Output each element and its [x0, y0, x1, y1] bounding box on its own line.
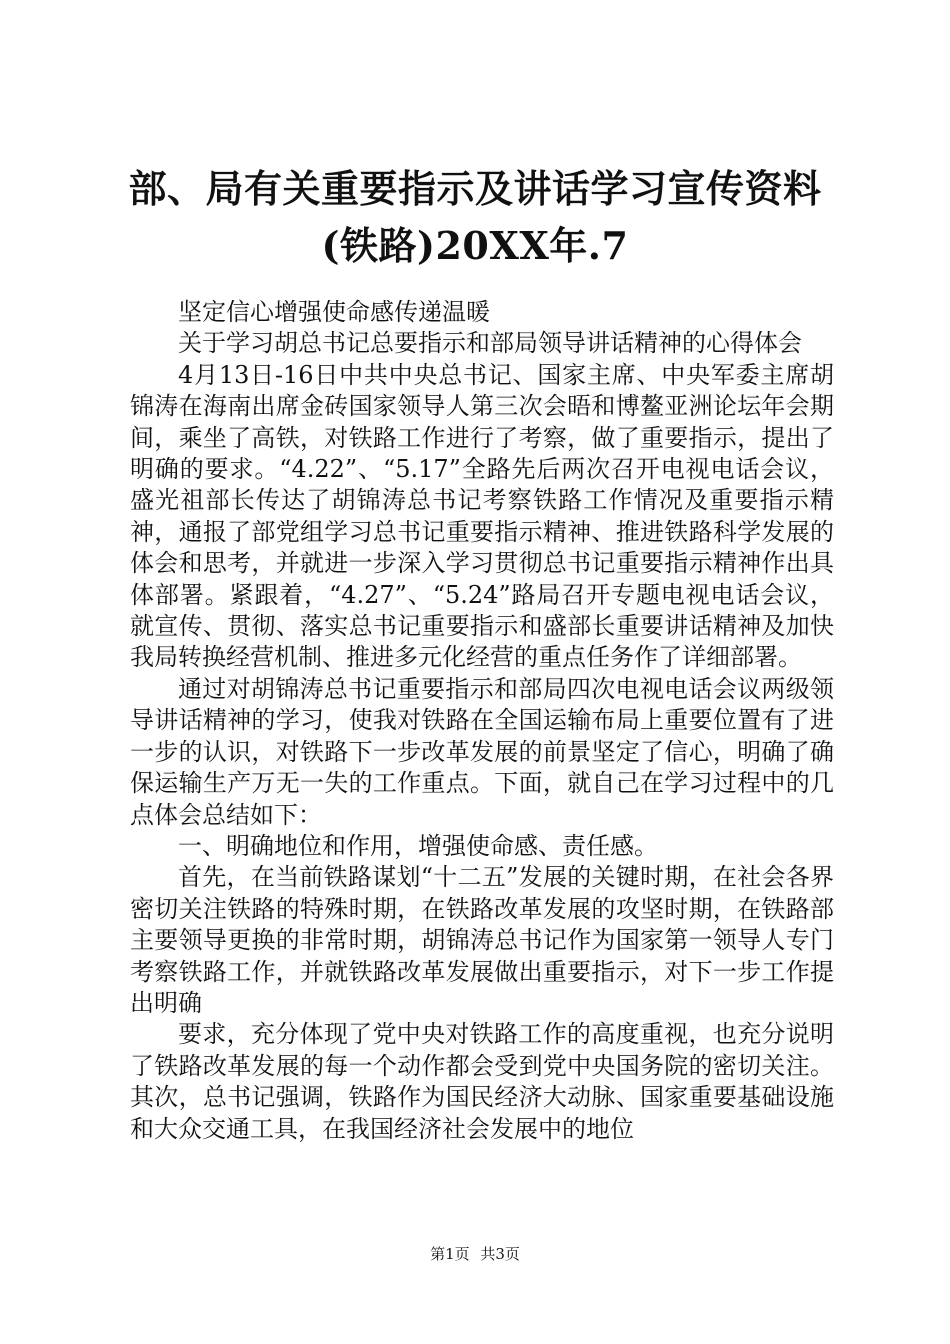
document-body: [130, 297, 834, 1145]
paragraph-subtitle: 坚定信心增强使命感传递温暖: [178, 298, 490, 326]
paragraph: 4月13日-16日中共中央总书记、国家主席、中央军委主席胡锦涛在海南出席金砖国家领导人第三次会晤和博鳌亚洲论坛年会期间，乘坐了高铁，对铁路工作进行了考察，做了重要指示，提出了明确的要求。“4.22”、“5.17”全路先后两次召开电视电话会议，盛光祖部长传达了胡锦涛总书记考察铁路工作情况及重要指示精神，通报了部党组学习总书记重要指示精神、推进铁路科学发展的体会和思考，并就进一步深入学习贯彻总书记重要指示精神作出具体部署。紧跟着，“4.27”、“5.24”路局召开专题电视电话会议，就宣传、贯彻、落实总书记重要指示和盛部长重要讲话精神及加快我局转换经营机制、推进多元化经营的重点任务作了详细部署。: [130, 360, 834, 672]
document-title: 部、局有关重要指示及讲话学习宣传资料(铁路)20XX年.7: [128, 166, 822, 268]
page-total: 共3页: [480, 1245, 520, 1263]
paragraph: 通过对胡锦涛总书记重要指示和部局四次电视电话会议两级领导讲话精神的学习，使我对铁路在全国运输布局上重要位置有了进一步的认识，对铁路下一步改革发展的前景坚定了信心，明确了确保运输生产万无一失的工作重点。下面，就自己在学习过程中的几点体会总结如下：: [130, 674, 834, 829]
paragraph-heading: 关于学习胡总书记总要指示和部局领导讲话精神的心得体会: [178, 329, 802, 358]
page-footer: [0, 1244, 950, 1264]
section-heading: 一、明确地位和作用，增强使命感、责任感。: [178, 831, 658, 860]
paragraph: 首先，在当前铁路谋划“十二五”发展的关键时期，在社会各界密切关注铁路的特殊时期，在铁路改革发展的攻坚时期，在铁路部主要领导更换的非常时期，胡锦涛总书记作为国家第一领导人专门考察铁路工作，并就铁路改革发展做出重要指示，对下一步工作提出明确: [130, 863, 834, 1017]
page-number: 第1页: [430, 1245, 470, 1263]
paragraph: 要求，充分体现了党中央对铁路工作的高度重视，也充分说明了铁路改革发展的每一个动作都会受到党中央国务院的密切关注。其次，总书记强调，铁路作为国民经济大动脉、国家重要基础设施和大众交通工具，在我国经济社会发展中的地位: [130, 1020, 834, 1143]
